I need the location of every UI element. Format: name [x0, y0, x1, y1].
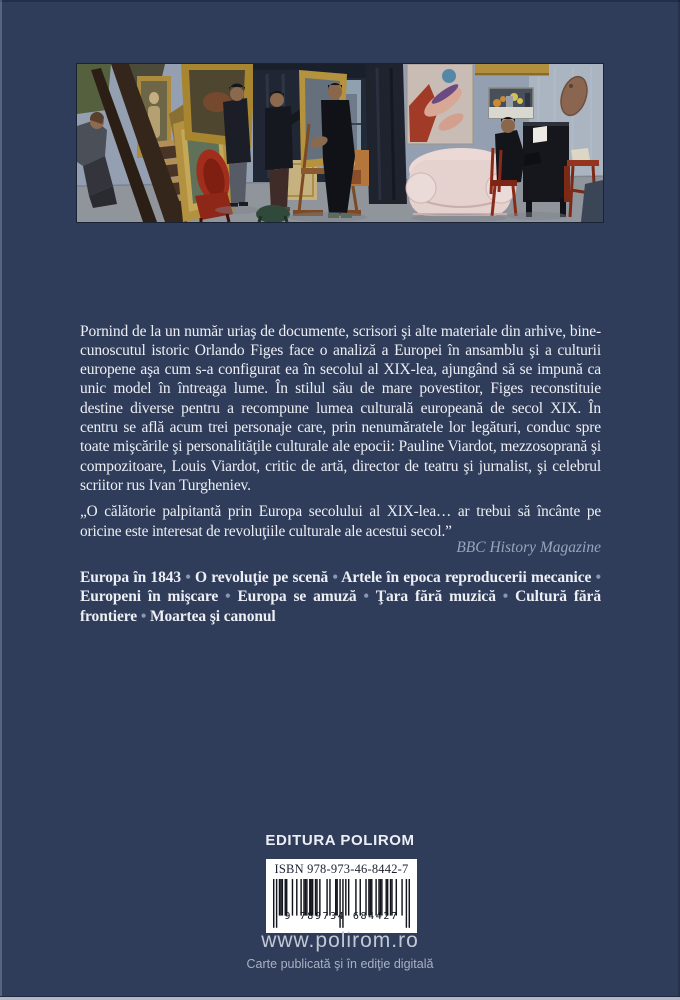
chapter-title: Ţara fără muzică	[375, 588, 496, 606]
isbn-box	[266, 859, 417, 933]
publisher-website: www.polirom.ro	[261, 929, 419, 952]
cover-top-edge	[0, 0, 680, 2]
barcode	[273, 879, 410, 930]
chapter-separator: •	[137, 607, 150, 625]
chapter-separator: •	[356, 588, 376, 606]
chapter-separator: •	[328, 568, 342, 586]
chapter-title: Cultură fără frontiere	[80, 588, 601, 625]
chapter-title: Moartea şi canonul	[149, 607, 276, 625]
barcode-bars	[273, 879, 410, 930]
digital-edition-note: Carte publicată şi în ediţie digitală	[246, 957, 434, 971]
cover-bottom-edge	[0, 996, 680, 1000]
review-source: BBC History Magazine	[456, 538, 601, 556]
gold-frame-strip	[475, 64, 549, 76]
chapter-title: Europa se amuză	[237, 588, 357, 606]
barcode-digits: 9 789734 684427	[284, 911, 399, 922]
chapter-title: Europa în 1843	[80, 568, 182, 586]
chapter-list	[80, 568, 601, 627]
review-quote: „O călătorie palpitantă prin Europa secolului al XIX-lea… ar trebui să încânte pe oricine este interesat de revoluţiile culturale ale acestui secol.”	[80, 503, 601, 540]
isbn-label: ISBN 978-973-46-8442-7	[274, 862, 409, 876]
atelier-scene	[77, 64, 603, 222]
chapter-title: Europeni în mişcare	[80, 588, 219, 606]
nude-painting	[407, 64, 473, 144]
book-description: Pornind de la un număr uriaş de documente, scrisori şi alte materiale din arhive, bine-cunoscutul istoric Orlando Figes face o analiză a Europei în ansamblu şi a culturii europene aşa cum s-a configurat ea în secolul al XIX-lea, ajungând să se impună ca unic model în întreaga lume. În stilul său de mare povestitor, Figes reconstituie destine diverse pentru a recompune lumea culturală europeană de secol XIX. În centru se află acum trei personaje care, prin nenumăratele lor legături, conduc spre toate mişcările şi personalităţile culturale ale epocii: Pauline Viardot, mezzosoprană şi compozitoare, Louis Viardot, critic de artă, director de teatru şi jurnalist, şi celebrul scriitor rus Ivan Turgheniev.	[80, 322, 601, 494]
still-life-painting	[489, 88, 533, 118]
chapter-separator: •	[591, 568, 601, 586]
cover-painting	[77, 64, 603, 222]
cover-left-edge	[0, 0, 2, 1000]
chapter-title: Artele în epoca reproducerii mecanice	[341, 568, 592, 586]
publisher-name: EDITURA POLIROM	[265, 832, 415, 849]
chapter-separator: •	[218, 588, 238, 606]
chapter-title: O revoluţie pe scenă	[194, 568, 329, 586]
chapter-separator: •	[495, 588, 516, 606]
chapter-separator: •	[181, 568, 195, 586]
